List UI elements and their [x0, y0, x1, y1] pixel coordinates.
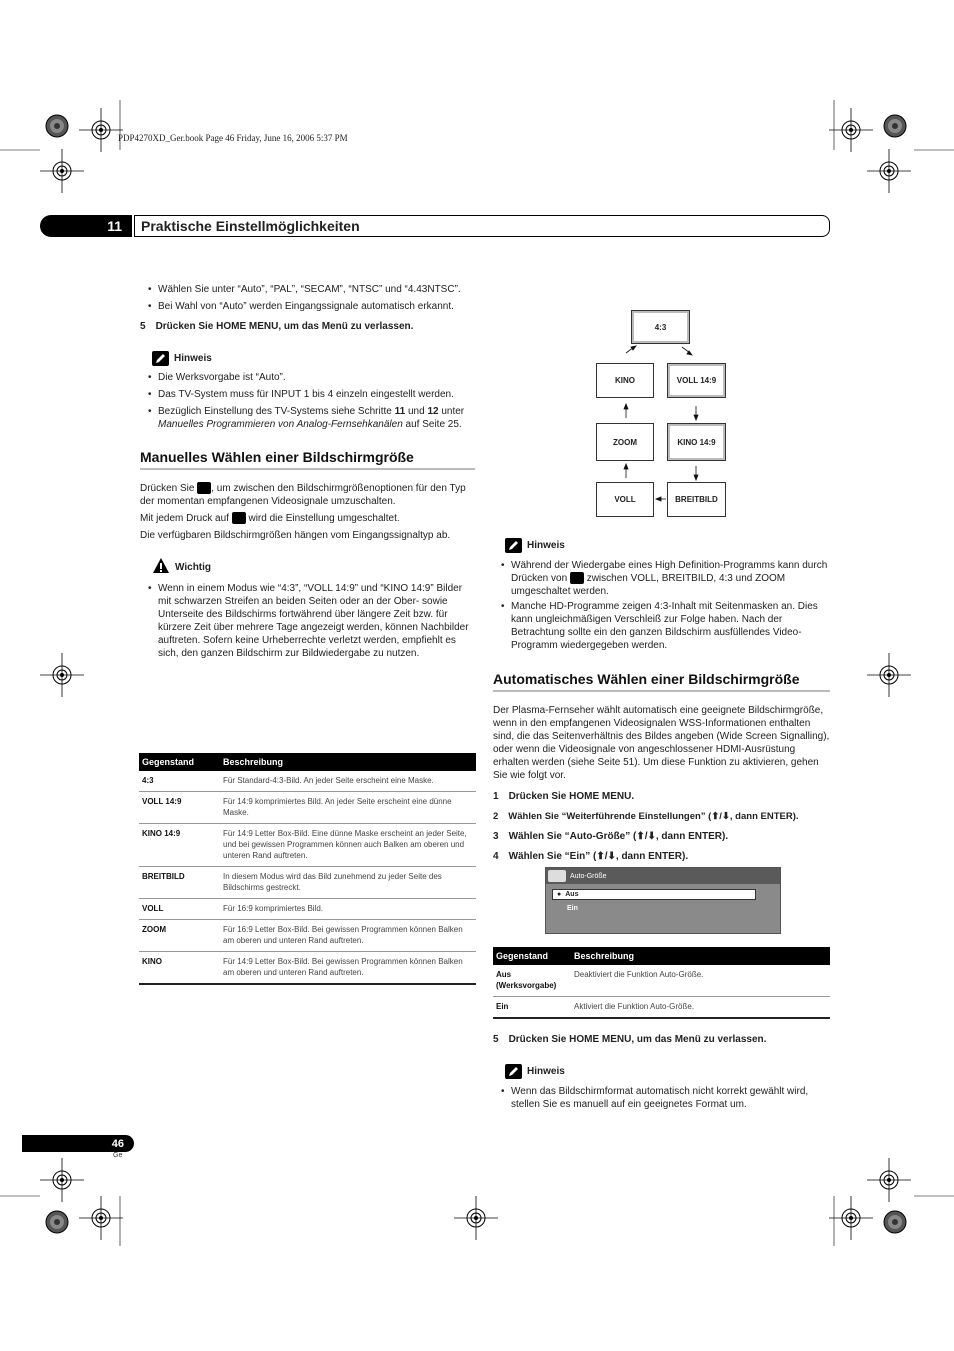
note-title: Hinweis [527, 540, 565, 551]
table-row: 4:3 Für Standard-4:3-Bild. An jeder Seite erscheint eine Maske. [139, 771, 476, 792]
paragraph: Drücken Sie , um zwischen den Bildschirmgrößenoptionen für den Typ der momentan empfangenen Videosignale umzuschalten. [140, 483, 466, 507]
chapter-title: Praktische Einstellmöglichkeiten [134, 215, 830, 237]
note-bullet: • Wenn das Bildschirmformat automatisch nicht korrekt gewählt wird, stellen Sie es manuell auf ein geeignetes Format um. [493, 1085, 830, 1111]
screen-size-button-icon [197, 482, 211, 494]
note-bullet: • Das TV-System muss für INPUT 1 bis 4 einzeln eingestellt werden. [140, 388, 475, 401]
note-pencil-icon [152, 351, 169, 366]
mode-box-kino: KINO [596, 363, 654, 398]
step-2: 2 Wählen Sie “Weiterführende Einstellungen” (⬆/⬇, dann ENTER). [493, 811, 799, 822]
paragraph: Die verfügbaren Bildschirmgrößen hängen vom Eingangssignaltyp ab. [140, 530, 451, 541]
table-row: ZOOM Für 16:9 Letter Box-Bild. Bei gewissen Programmen können Balken am oberen und unteren Rand auftreten. [139, 920, 476, 952]
note-title: Hinweis [174, 353, 212, 364]
warning-bullet: • Wenn in einem Modus wie “4:3”, “VOLL 14:9” und “KINO 14:9” Bilder mit schwarzen Streifen an beiden Seiten oder an der Ober- sowie Unterseite des Bildschirms fortwährend über längere Zeit bzw. für kürzere Zeit über mehrere Tage angezeigt werden, können Nachbilder auftreten. Sofern keine Urheberrechte verletzt werden, empfiehlt es sich, den ganzen Bildschirm zur Bildwiedergabe zu nutzen. [140, 582, 475, 660]
menu-option-aus[interactable]: ● Aus [552, 889, 756, 900]
note-heading [505, 1064, 830, 1079]
table-row: Aus (Werksvorgabe) Deaktiviert die Funktion Auto-Größe. [493, 965, 830, 997]
table-row: VOLL Für 16:9 komprimiertes Bild. [139, 899, 476, 920]
step-number: 5 [140, 321, 146, 332]
note-bullet: • Manche HD-Programme zeigen 4:3-Inhalt mit Seitenmasken an. Dies kann ungleichmäßigen Verschleiß zur Folge haben. Nach der Betrachtung sollte ein den ganzen Bildschirm ausfüllendes Video-Programm wiedergegeben werden. [493, 600, 830, 652]
table-row: Ein Aktiviert die Funktion Auto-Größe. [493, 997, 830, 1019]
auto-size-table [493, 947, 830, 1019]
print-meta-line: PDP4270XD_Ger.book Page 46 Friday, June 16, 2006 5:37 PM [118, 133, 348, 143]
auto-size-menu [545, 867, 781, 934]
note-bullet: • Die Werksvorgabe ist “Auto”. [140, 371, 475, 384]
table-row: VOLL 14:9 Für 14:9 komprimiertes Bild. An jeder Seite erscheint eine dünne Maske. [139, 792, 476, 824]
menu-settings-icon [548, 870, 566, 882]
note-bullet: • Während der Wiedergabe eines High Definition-Programms kann durch Drücken von zwischen VOLL, BREITBILD, 4:3 und ZOOM umgeschaltet werden. [493, 559, 830, 598]
language-code: Ge [113, 1152, 123, 1159]
warning-heading [152, 557, 475, 577]
screen-size-button-icon [570, 572, 584, 584]
mode-box-zoom: ZOOM [596, 423, 654, 461]
mode-box-kino-14-9: KINO 14:9 [667, 423, 726, 461]
paragraph: Mit jedem Druck auf wird die Einstellung umgeschaltet. [140, 513, 400, 524]
section-title-auto: Automatisches Wählen einer Bildschirmgröße [493, 671, 830, 692]
note-block-final [493, 1064, 830, 1111]
note-heading [152, 351, 475, 366]
paragraph: Der Plasma-Fernseher wählt automatisch eine geeignete Bildschirmgröße, wenn in den empfangenen Videosignalen WSS-Informationen enthalten sind, die das Seitenverhältnis des Bildes angeben (Wide Screen Signalling), oder wenn die Videosignale von angeschlossener HDMI-Ausrüstung erhalten werden (siehe Seite 51). Um diese Funktion zu aktivieren, gehen Sie wie folgt vor. [493, 705, 830, 781]
table-header: Gegenstand [493, 947, 571, 965]
table-header: Beschreibung [220, 753, 476, 771]
step-text: Drücken Sie HOME MENU, um das Menü zu verlassen. [155, 321, 414, 332]
table-header: Gegenstand [139, 753, 220, 771]
mode-box-voll: VOLL [596, 482, 654, 517]
table-row: KINO Für 14:9 Letter Box-Bild. Bei gewissen Programmen können Balken am oberen und unteren Rand auftreten. [139, 952, 476, 985]
mode-box-4-3: 4:3 [631, 310, 690, 344]
menu-option-ein[interactable]: Ein [567, 905, 578, 912]
table-row: BREITBILD In diesem Modus wird das Bild zunehmend zu jeder Seite des Bildschirms gestreckt. [139, 867, 476, 899]
chapter-number: 11 [40, 215, 132, 237]
table-row: KINO 14:9 Für 14:9 Letter Box-Bild. Eine dünne Maske erscheint an jeder Seite, und bei gewissen Programmen können auch Balken am oberen und unteren Rand auftreten. [139, 824, 476, 867]
note-pencil-icon [505, 1064, 522, 1079]
note-pencil-icon [505, 538, 522, 553]
page-number: 46 [22, 1135, 134, 1152]
intro-bullet: • Bei Wahl von “Auto” werden Eingangssignale automatisch erkannt. [140, 300, 475, 313]
menu-title-bar [546, 868, 780, 884]
table-header: Beschreibung [571, 947, 830, 965]
step-3: 3 Wählen Sie “Auto-Größe” (⬆/⬇, dann ENTER). [493, 831, 729, 842]
mode-box-voll-14-9: VOLL 14:9 [667, 363, 726, 398]
warning-icon [152, 557, 170, 577]
warning-title: Wichtig [175, 561, 212, 573]
mode-cycle-arrows [590, 340, 740, 510]
intro-bullet: • Wählen Sie unter “Auto”, “PAL”, “SECAM”, “NTSC” und “4.43NTSC”. [140, 283, 475, 296]
right-column [493, 538, 830, 863]
step-4: 4 Wählen Sie “Ein” (⬆/⬇, dann ENTER). [493, 851, 689, 862]
step-5-right: 5 Drücken Sie HOME MENU, um das Menü zu verlassen. [493, 1034, 767, 1045]
section-title-manual: Manuelles Wählen einer Bildschirmgröße [140, 449, 475, 470]
step-5 [140, 320, 475, 333]
note-title: Hinweis [527, 1066, 565, 1077]
step-1: 1 Drücken Sie HOME MENU. [493, 791, 635, 802]
left-column [140, 283, 475, 660]
screen-size-table [139, 753, 476, 985]
mode-box-breitbild: BREITBILD [667, 482, 726, 517]
menu-title: Auto-Größe [570, 872, 607, 880]
note-bullet: • Bezüglich Einstellung des TV-Systems siehe Schritte 11 und 12 unter Manuelles Programmieren von Analog-Fernsehkanälen auf Seite 25. [140, 405, 475, 431]
note-heading [505, 538, 830, 553]
screen-size-button-icon [232, 512, 246, 524]
